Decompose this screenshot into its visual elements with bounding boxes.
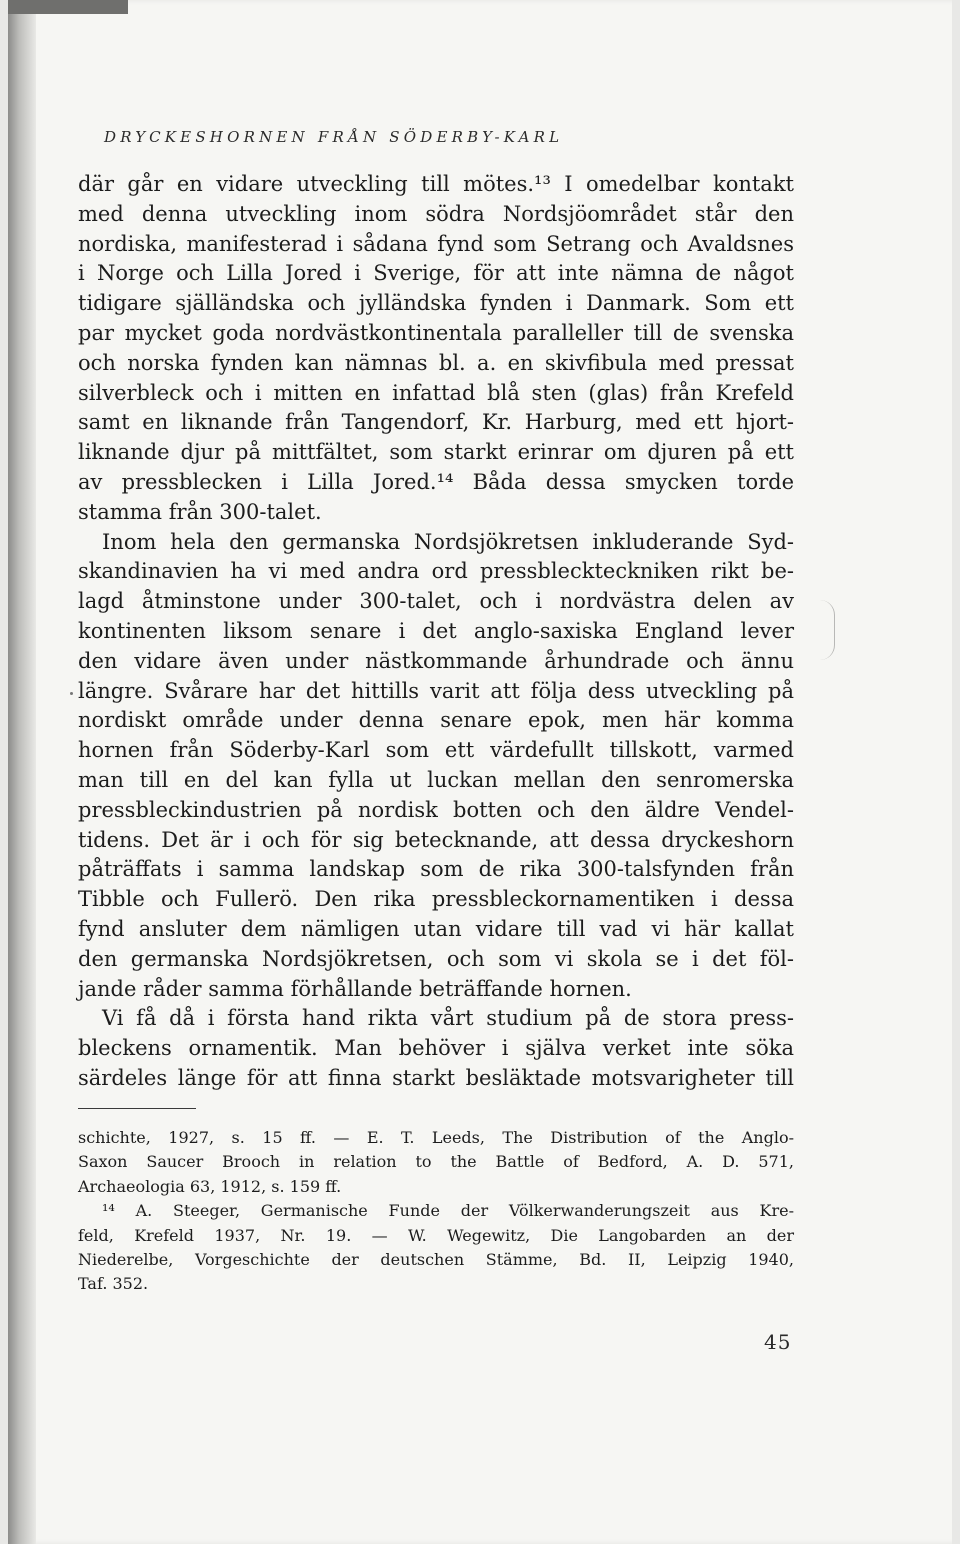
text-line: längre. Svårare har det hittills varit att följa dess utveckling på [78,678,794,703]
text-line: kontinenten liksom senare i det anglo-saxiska England lever [78,618,794,643]
text-line: tidigare själländska och jylländska fynden i Danmark. Som ett [78,291,794,316]
text-line: silverbleck och i mitten en infattad blå sten (glas) från Krefeld [78,380,794,405]
margin-bracket [820,600,835,660]
scan-edge-band [8,0,128,14]
text-line: skandinavien ha vi med andra ord pressbleckteckniken rikt be- [78,559,794,584]
footnote-line: feld, Krefeld 1937, Nr. 19. — W. Wegewitz, Die Langobarden an der [78,1225,794,1245]
text-line: påträffats i samma landskap som de rika 300-talsfynden från [78,857,794,882]
footnote-line: ¹⁴ A. Steeger, Germanische Funde der Völkerwanderungszeit aus Kre- [102,1201,794,1221]
text-line: Tibble och Fullerö. Den rika pressbleckornamentiken i dessa [78,887,794,912]
text-line: par mycket goda nordvästkontinentala paralleller till de svenska [78,320,794,345]
text-line: stamma från 300-talet. [78,499,322,524]
text-line: fynd ansluter dem nämligen utan vidare till vad vi här kallat [78,916,794,941]
text-line: liknande djur på mittfältet, som starkt erinrar om djuren på ett [78,440,794,465]
text-line: nordiska, manifesterad i sådana fynd som Setrang och Avaldsnes [78,231,794,256]
text-line: särdeles länge för att finna starkt besläktade motsvarigheter till [78,1065,794,1090]
text-line: bleckens ornamentik. Man behöver i själva verket inte söka [78,1036,794,1061]
text-line: nordiskt område under denna senare epok, men här komma [78,708,794,733]
text-line: Vi få då i första hand rikta vårt studium på de stora press- [102,1006,794,1031]
text-line: den vidare även under nästkommande århundrade och ännu [78,648,794,673]
text-line: den germanska Nordsjökretsen, och som vi skola se i det föl- [78,946,794,971]
text-line: hornen från Söderby-Karl som ett värdefullt tillskott, varmed [78,738,794,763]
text-line: man till en del kan fylla ut luckan mellan den senromerska [78,767,794,792]
book-page [8,0,952,1544]
page-number: 45 [764,1330,792,1354]
footnote-line: Taf. 352. [78,1274,149,1294]
running-head: DRYCKESHORNEN FRÅN SÖDERBY-KARL [104,128,564,146]
footnote-rule [78,1108,196,1109]
text-line: lagd åtminstone under 300-talet, och i nordvästra delen av [78,589,794,614]
footnote-line: schichte, 1927, s. 15 ff. — E. T. Leeds, The Distribution of the Anglo- [78,1128,794,1147]
text-line: Inom hela den germanska Nordsjökretsen inkluderande Syd- [102,529,794,554]
text-line: där går en vidare utveckling till mötes.¹³ I omedelbar kontakt [78,172,794,196]
body-text [78,170,794,1094]
binding-shadow [8,0,36,1544]
text-line: av pressblecken i Lilla Jored.¹⁴ Båda dessa smycken torde [78,469,794,494]
text-line: med denna utveckling inom södra Nordsjöområdet står den [78,201,794,226]
text-line: tidens. Det är i och för sig betecknande, att dessa dryckeshorn [78,827,794,852]
footnote-line: Saxon Saucer Brooch in relation to the Battle of Bedford, A. D. 571, [78,1152,794,1172]
text-line: pressbleckindustrien på nordisk botten och den äldre Vendel- [78,797,794,822]
text-line: samt en liknande från Tangendorf, Kr. Harburg, med ett hjort- [78,410,794,435]
margin-dot [70,692,73,695]
text-line: jande råder samma förhållande beträffande hornen. [78,976,632,1001]
footnote-line: Archaeologia 63, 1912, s. 159 ff. [78,1176,342,1196]
footnotes [78,1126,794,1297]
text-line: i Norge och Lilla Jored i Sverige, för att inte nämna de något [78,261,794,286]
text-line: och norska fynden kan nämnas bl. a. en skivfibula med pressat [78,350,794,375]
footnote-line: Niederelbe, Vorgeschichte der deutschen Stämme, Bd. II, Leipzig 1940, [78,1249,794,1269]
